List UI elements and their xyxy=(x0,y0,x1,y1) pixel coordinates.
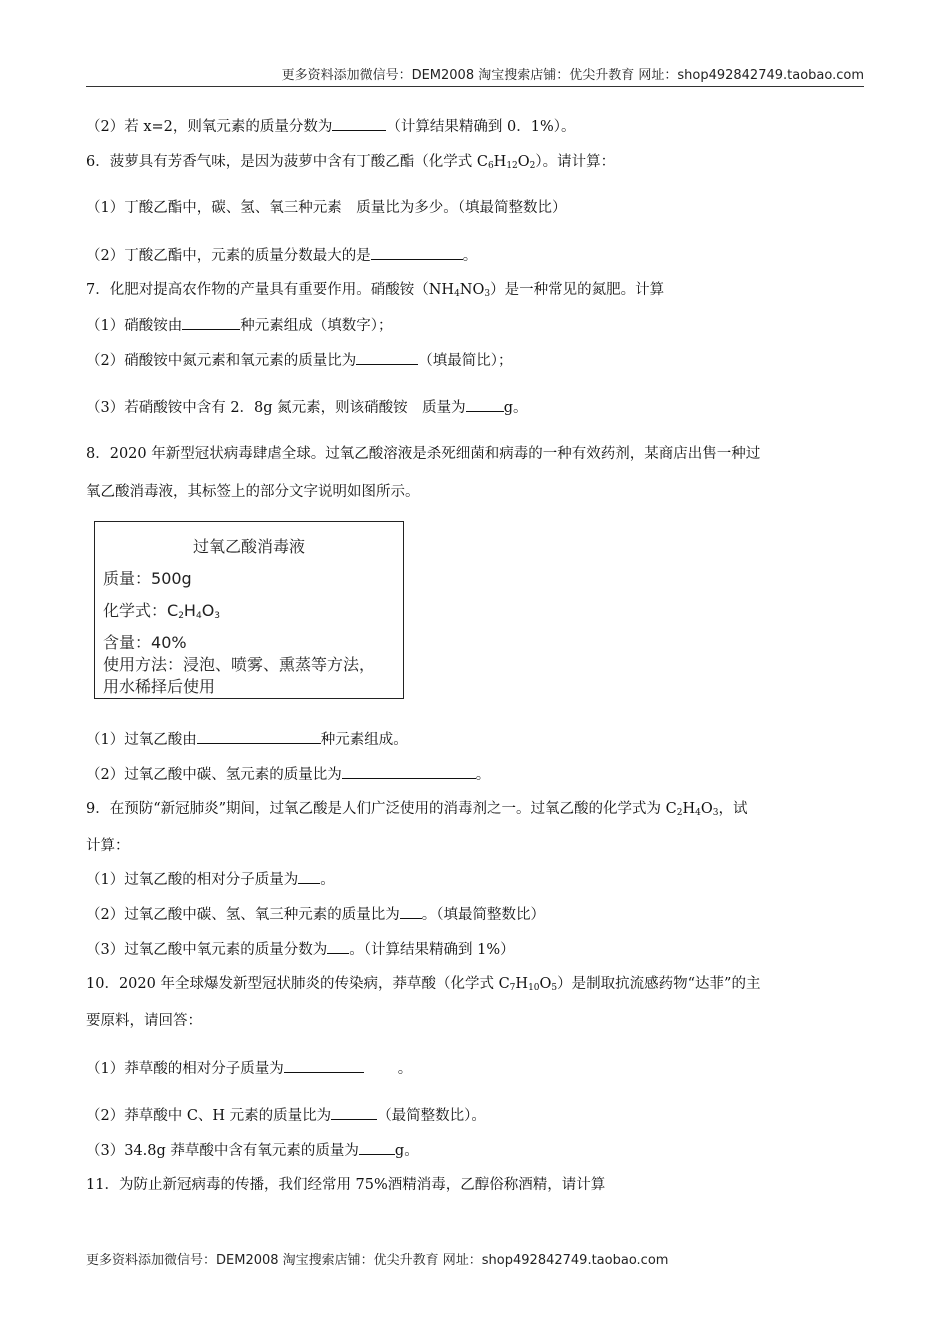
text: （1）莽草酸的相对分子质量为 xyxy=(86,1061,284,1077)
question-9-line-2: 计算： xyxy=(86,838,130,854)
text: ）是一种常见的氮肥。计算 xyxy=(490,282,665,298)
text: C xyxy=(167,601,179,620)
text: g。 xyxy=(503,400,528,416)
page-footer: 更多资料添加微信号：DEM2008 淘宝搜索店铺：优尖升教育 网址：shop492842749.taobao.com xyxy=(86,1253,669,1268)
text: 。 xyxy=(475,767,491,783)
subscript: 10 xyxy=(528,983,540,993)
answer-blank[interactable] xyxy=(298,869,320,884)
label-usage-line-1: 使用方法：浸泡、喷雾、熏蒸等方法， xyxy=(103,655,376,674)
subscript: 3 xyxy=(484,289,491,299)
text: O xyxy=(201,601,215,620)
question-5-part-2 xyxy=(86,116,575,137)
question-7-part-2 xyxy=(86,350,512,371)
text: 。 xyxy=(462,248,478,264)
answer-blank[interactable] xyxy=(359,1140,395,1155)
label-content-value: 40% xyxy=(151,633,187,652)
text: 种元素组成。 xyxy=(320,732,408,748)
text: （3）过氧乙酸中氧元素的质量分数为 xyxy=(86,942,328,958)
question-11: 11．为防止新冠病毒的传播，我们经常用 75%酒精消毒，乙醇俗称酒精，请计算 xyxy=(86,1177,606,1193)
answer-blank[interactable] xyxy=(356,350,418,365)
question-10-part-1 xyxy=(86,1058,412,1079)
header-divider xyxy=(86,86,864,87)
question-8-line-1: 8．2020 年新型冠状病毒肆虐全球。过氧乙酸溶液是杀死细菌和病毒的一种有效药剂，某商店出售一种过 xyxy=(86,446,761,462)
label-content-label: 含量： xyxy=(103,633,152,652)
text: H xyxy=(493,154,507,170)
text: O xyxy=(700,801,713,817)
question-6-part-2 xyxy=(86,245,477,266)
label-formula-label: 化学式： xyxy=(103,601,168,620)
question-8-part-2 xyxy=(86,764,490,785)
text: 。（填最简整数比） xyxy=(421,907,545,923)
subscript: 12 xyxy=(506,161,518,171)
label-mass-row xyxy=(103,566,192,589)
text: ）是制取抗流感药物“达菲”的主 xyxy=(557,976,761,992)
text: NO xyxy=(459,282,485,298)
subscript: 3 xyxy=(214,611,221,621)
question-10-line-1 xyxy=(86,974,760,998)
text: 9．在预防“新冠肺炎”期间，过氧乙酸是人们广泛使用的消毒剂之一。过氧乙酸的化学式为 C xyxy=(86,801,677,817)
text: （2）若 x=2，则氧元素的质量分数为 xyxy=(86,119,333,135)
answer-blank[interactable] xyxy=(327,939,349,954)
subscript: 5 xyxy=(551,983,558,993)
text: （最简整数比）。 xyxy=(377,1108,486,1124)
answer-blank[interactable] xyxy=(332,116,386,131)
answer-blank[interactable] xyxy=(466,397,504,412)
text: H xyxy=(682,801,696,817)
question-6-part-1: （1）丁酸乙酯中，碳、氢、氧三种元素 质量比为多少。（填最简整数比） xyxy=(86,200,567,216)
question-7 xyxy=(86,280,664,304)
text: （2）过氧乙酸中碳、氢元素的质量比为 xyxy=(86,767,342,783)
subscript: 4 xyxy=(695,808,701,818)
text: H xyxy=(515,976,529,992)
answer-blank[interactable] xyxy=(400,904,422,919)
subscript: 3 xyxy=(712,808,719,818)
text: ）。请计算： xyxy=(535,154,616,170)
text: 。 xyxy=(320,872,335,888)
text: （2）硝酸铵中氮元素和氧元素的质量比为 xyxy=(86,353,357,369)
subscript: 2 xyxy=(178,611,184,621)
product-label-image xyxy=(94,521,404,699)
label-usage-line-2: 用水稀择后使用 xyxy=(103,677,216,696)
text: 7．化肥对提高农作物的产量具有重要作用。硝酸铵（NH xyxy=(86,282,455,298)
text: 种元素组成（填数字）； xyxy=(240,318,393,334)
question-10-line-2: 要原料，请回答： xyxy=(86,1013,202,1029)
answer-blank[interactable] xyxy=(182,315,240,330)
answer-blank[interactable] xyxy=(342,764,476,779)
text: H xyxy=(183,601,196,620)
question-8-part-1 xyxy=(86,729,408,750)
question-9-part-1 xyxy=(86,869,335,890)
text: 。 xyxy=(397,1061,413,1077)
text: （2）莽草酸中 C、H 元素的质量比为 xyxy=(86,1108,332,1124)
text: （1）过氧乙酸的相对分子质量为 xyxy=(86,872,299,888)
text: （1）硝酸铵由 xyxy=(86,318,183,334)
subscript: 4 xyxy=(195,611,202,621)
question-10-part-2 xyxy=(86,1105,486,1126)
text: （2）丁酸乙酯中，元素的质量分数最大的是 xyxy=(86,248,371,264)
text: 。（计算结果精确到 1%） xyxy=(349,942,515,958)
page-header: 更多资料添加微信号：DEM2008 淘宝搜索店铺：优尖升教育 网址：shop492842749.taobao.com xyxy=(281,68,864,83)
label-mass-value: 500g xyxy=(151,569,192,588)
text: 10．2020 年全球爆发新型冠状肺炎的传染病，莽草酸（化学式 C xyxy=(86,976,510,992)
text: 6．菠萝具有芳香气味，是因为菠萝中含有丁酸乙酯（化学式 C xyxy=(86,154,488,170)
text: （3）34.8g 莽草酸中含有氧元素的质量为 xyxy=(86,1143,359,1159)
subscript: 2 xyxy=(529,161,536,171)
label-content-row xyxy=(103,630,187,653)
text: （3）若硝酸铵中含有 2．8g 氮元素，则该硝酸铵 质量为 xyxy=(86,400,466,416)
question-7-part-3 xyxy=(86,397,527,418)
question-8-line-2: 氧乙酸消毒液，其标签上的部分文字说明如图所示。 xyxy=(86,484,420,500)
answer-blank[interactable] xyxy=(371,245,463,260)
answer-blank[interactable] xyxy=(284,1058,364,1073)
question-9-part-3 xyxy=(86,939,515,960)
text: （1）过氧乙酸由 xyxy=(86,732,197,748)
text: （填最简比）； xyxy=(418,353,513,369)
question-10-part-3 xyxy=(86,1140,419,1161)
answer-blank[interactable] xyxy=(331,1105,377,1120)
text: （2）过氧乙酸中碳、氢、氧三种元素的质量比为 xyxy=(86,907,400,923)
question-6 xyxy=(86,152,615,176)
label-title: 过氧乙酸消毒液 xyxy=(192,537,305,556)
question-7-part-1 xyxy=(86,315,392,336)
question-9-part-2 xyxy=(86,904,545,925)
subscript: 4 xyxy=(454,289,460,299)
answer-blank[interactable] xyxy=(197,729,321,744)
label-mass-label: 质量： xyxy=(103,569,152,588)
text: ，试 xyxy=(718,801,748,817)
text: g。 xyxy=(394,1143,419,1159)
text: O xyxy=(517,154,530,170)
text: （计算结果精确到 0．1%）。 xyxy=(386,119,576,135)
subscript: 6 xyxy=(487,161,494,171)
label-formula-row xyxy=(103,598,220,621)
question-9-line-1 xyxy=(86,799,748,823)
text: O xyxy=(539,976,552,992)
subscript: 7 xyxy=(509,983,516,993)
subscript: 2 xyxy=(676,808,683,818)
